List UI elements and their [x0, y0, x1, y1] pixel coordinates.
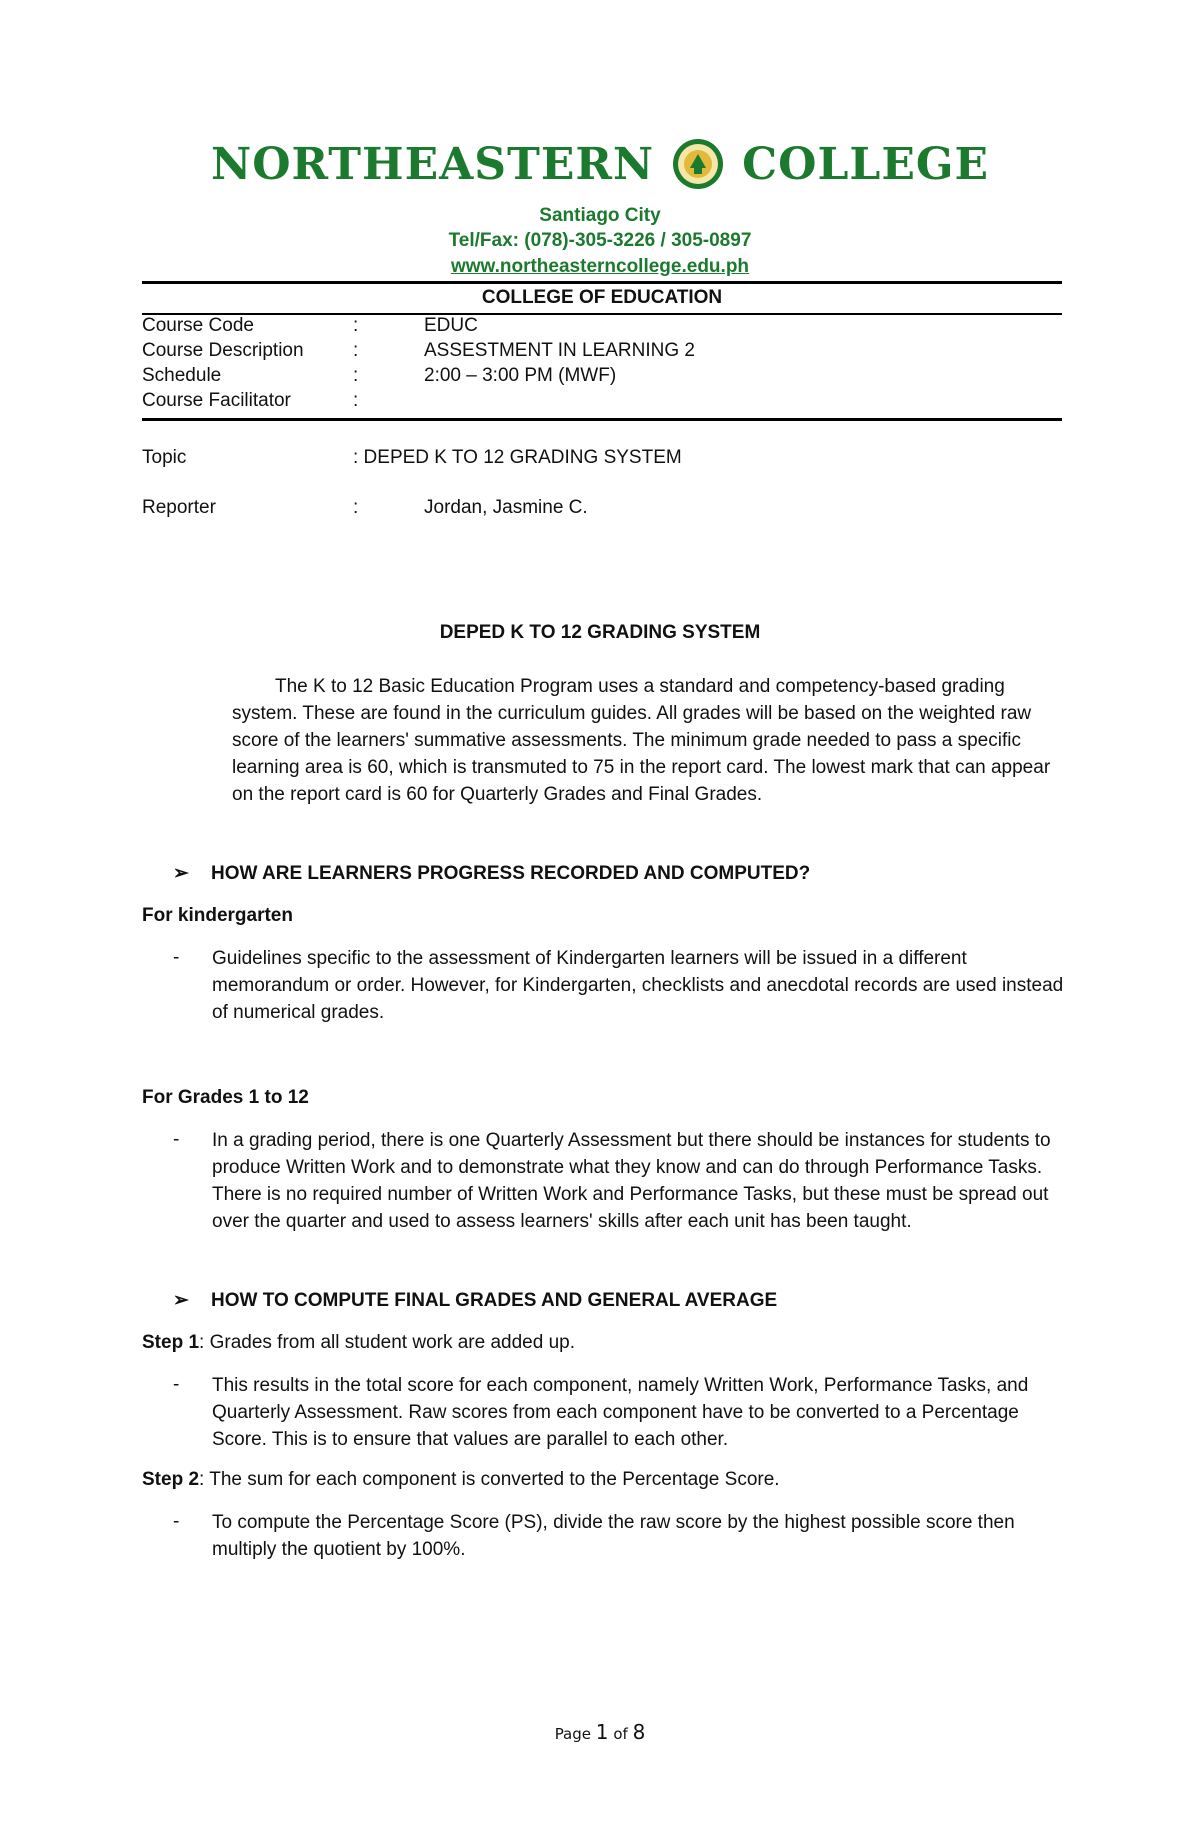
arrow-bullet-icon: ➢	[173, 1290, 189, 1311]
step-1	[142, 1332, 575, 1354]
dash-bullet: -	[173, 947, 180, 968]
step-1-label: Step 1	[142, 1332, 200, 1353]
arrow-bullet-icon: ➢	[173, 863, 189, 884]
section-heading-progress	[173, 862, 810, 885]
page-title: DEPED K TO 12 GRADING SYSTEM	[439, 622, 761, 643]
course-description-row	[142, 340, 1042, 364]
reporter-value: Jordan, Jasmine C.	[424, 497, 588, 518]
header-website-link[interactable]: www.northeasterncollege.edu.ph	[450, 256, 750, 277]
footer-of-word: of	[613, 1725, 628, 1743]
footer-page-number: 1	[595, 1720, 609, 1744]
logo-text-left: NORTHEASTERN	[210, 138, 655, 190]
dash-bullet: -	[173, 1374, 180, 1395]
section-heading-text: HOW ARE LEARNERS PROGRESS RECORDED AND COMPUTED?	[211, 863, 811, 884]
info-colon: :	[353, 365, 359, 386]
topic-label: Topic	[142, 447, 187, 468]
reporter-label: Reporter	[142, 497, 216, 518]
divider-top	[142, 281, 1062, 284]
section-heading-text: HOW TO COMPUTE FINAL GRADES AND GENERAL AVERAGE	[211, 1290, 778, 1311]
dash-bullet: -	[173, 1129, 180, 1150]
info-label: Course Facilitator	[142, 390, 291, 411]
info-colon: :	[353, 340, 359, 361]
info-value: ASSESTMENT IN LEARNING 2	[424, 340, 695, 361]
info-value: EDUC	[424, 315, 478, 336]
department-title: COLLEGE OF EDUCATION	[481, 287, 723, 308]
step-2-detail: To compute the Percentage Score (PS), divide the raw score by the highest possible score then multiply the quotient by 100%.	[212, 1512, 1015, 1560]
topic-value: : DEPED K TO 12 GRADING SYSTEM	[353, 447, 682, 468]
step-2-text: : The sum for each component is converted to the Percentage Score.	[199, 1469, 780, 1490]
course-facilitator-row	[142, 390, 1042, 414]
topic-line	[142, 447, 1042, 471]
info-colon: :	[353, 390, 359, 411]
reporter-line	[142, 497, 1042, 521]
schedule-row	[142, 365, 1042, 389]
info-label: Course Description	[142, 340, 304, 361]
step-2-label: Step 2	[142, 1469, 200, 1490]
info-label: Course Code	[142, 315, 254, 336]
page-footer	[0, 1720, 1200, 1744]
reporter-colon: :	[353, 497, 359, 518]
info-colon: :	[353, 315, 359, 336]
step-1-text: : Grades from all student work are added up.	[199, 1332, 576, 1353]
course-code-row	[142, 315, 1042, 339]
grades-text: In a grading period, there is one Quarterly Assessment but there should be instances for students to produce Written Work and to demonstrate what they know and can do through Performance Tasks. There is no required number of Written Work and Performance Tasks, but these must be spread out over the quarter and used to assess learners' skills after each unit has been taught.	[212, 1130, 1051, 1232]
intro-paragraph: The K to 12 Basic Education Program uses a standard and competency-based grading system. These are found in the curriculum guides. All grades will be based on the weighted raw score of the learners' summative assessments. The minimum grade needed to pass a specific learning area is 60, which is transmuted to 75 in the report card. The lowest mark that can appear on the report card is 60 for Quarterly Grades and Final Grades.	[232, 676, 1051, 805]
section-heading-compute	[173, 1289, 777, 1312]
dash-bullet: -	[173, 1511, 180, 1532]
kindergarten-heading: For kindergarten	[142, 905, 293, 926]
college-logo	[0, 138, 1200, 190]
footer-page-total: 8	[632, 1720, 646, 1744]
logo-text-right: COLLEGE	[742, 138, 990, 190]
info-value: 2:00 – 3:00 PM (MWF)	[424, 365, 617, 386]
kindergarten-text: Guidelines specific to the assessment of Kindergarten learners will be issued in a different memorandum or order. However, for Kindergarten, checklists and anecdotal records are used instead of numerical grades.	[212, 948, 1064, 1023]
step-2	[142, 1469, 780, 1491]
footer-page-word: Page	[554, 1725, 592, 1743]
college-seal-icon	[672, 138, 724, 190]
grades-heading: For Grades 1 to 12	[142, 1087, 309, 1108]
info-label: Schedule	[142, 365, 222, 386]
header-city: Santiago City	[539, 205, 661, 226]
header-tel: Tel/Fax: (078)-305-3226 / 305-0897	[448, 230, 752, 251]
divider-bottom	[142, 418, 1062, 421]
step-1-detail: This results in the total score for each component, namely Written Work, Performance Tasks, and Quarterly Assessment. Raw scores from each component have to be converted to a Percentage Score. This is to ensure that values are parallel to each other.	[212, 1375, 1029, 1450]
